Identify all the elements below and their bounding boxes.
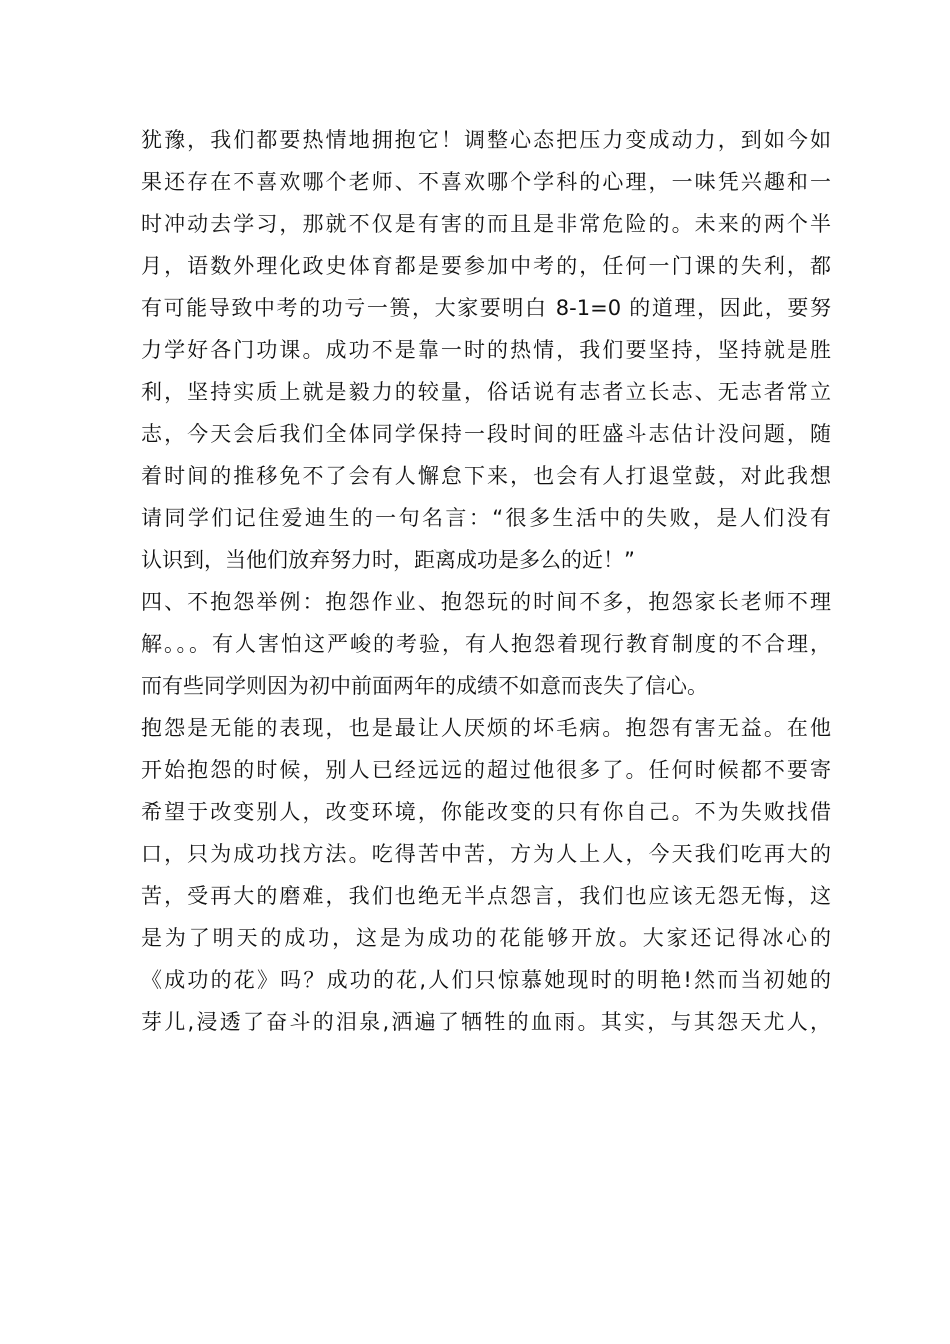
text-line: 开始抱怨的时候，别人已经远远的超过他很多了。任何时候都不要寄: [141, 758, 831, 782]
text-line: 认识到，当他们放弃努力时，距离成功是多么的近！”: [141, 548, 635, 572]
text-line: 苦，受再大的磨难，我们也绝无半点怨言，我们也应该无怨无悔，这: [141, 884, 831, 908]
text-line: 希望于改变别人，改变环境，你能改变的只有你自己。不为失败找借: [141, 800, 831, 824]
text-line: 犹豫，我们都要热情地拥抱它！调整心态把压力变成动力，到如今如: [141, 128, 831, 152]
text-line: 口，只为成功找方法。吃得苦中苦，方为人上人，今天我们吃再大的: [141, 842, 831, 866]
text-line: 而有些同学则因为初中前面两年的成绩不如意而丧失了信心。: [141, 674, 708, 698]
text-line: 抱怨是无能的表现，也是最让人厌烦的坏毛病。抱怨有害无益。在他: [141, 716, 831, 740]
text-line: 月，语数外理化政史体育都是要参加中考的，任何一门课的失利，都: [141, 254, 831, 278]
text-line: 《成功的花》吗？成功的花,人们只惊慕她现时的明艳!然而当初她的: [141, 968, 831, 992]
text-line: 利，坚持实质上就是毅力的较量，俗话说有志者立长志、无志者常立: [141, 380, 831, 404]
document-body: [141, 119, 831, 1043]
text-line: 解。。。有人害怕这严峻的考验，有人抱怨着现行教育制度的不合理，: [141, 632, 831, 656]
text-line: 时冲动去学习，那就不仅是有害的而且是非常危险的。未来的两个半: [141, 212, 831, 236]
text-line: 芽儿,浸透了奋斗的泪泉,洒遍了牺牲的血雨。其实，与其怨天尤人，: [141, 1010, 831, 1034]
text-line: 志，今天会后我们全体同学保持一段时间的旺盛斗志估计没问题，随: [141, 422, 831, 446]
text-line: 请同学们记住爱迪生的一句名言：“很多生活中的失败，是人们没有: [141, 506, 831, 530]
text-line: 有可能导致中考的功亏一篑，大家要明白 8-1=0 的道理，因此，要努: [141, 296, 831, 320]
text-line: 四、不抱怨举例：抱怨作业、抱怨玩的时间不多，抱怨家长老师不理: [141, 590, 831, 614]
text-line: 果还存在不喜欢哪个老师、不喜欢哪个学科的心理，一味凭兴趣和一: [141, 170, 831, 194]
text-line: 着时间的推移免不了会有人懈怠下来，也会有人打退堂鼓，对此我想: [141, 464, 831, 488]
text-line: 力学好各门功课。成功不是靠一时的热情，我们要坚持，坚持就是胜: [141, 338, 831, 362]
text-line: 是为了明天的成功，这是为成功的花能够开放。大家还记得冰心的: [141, 926, 831, 950]
